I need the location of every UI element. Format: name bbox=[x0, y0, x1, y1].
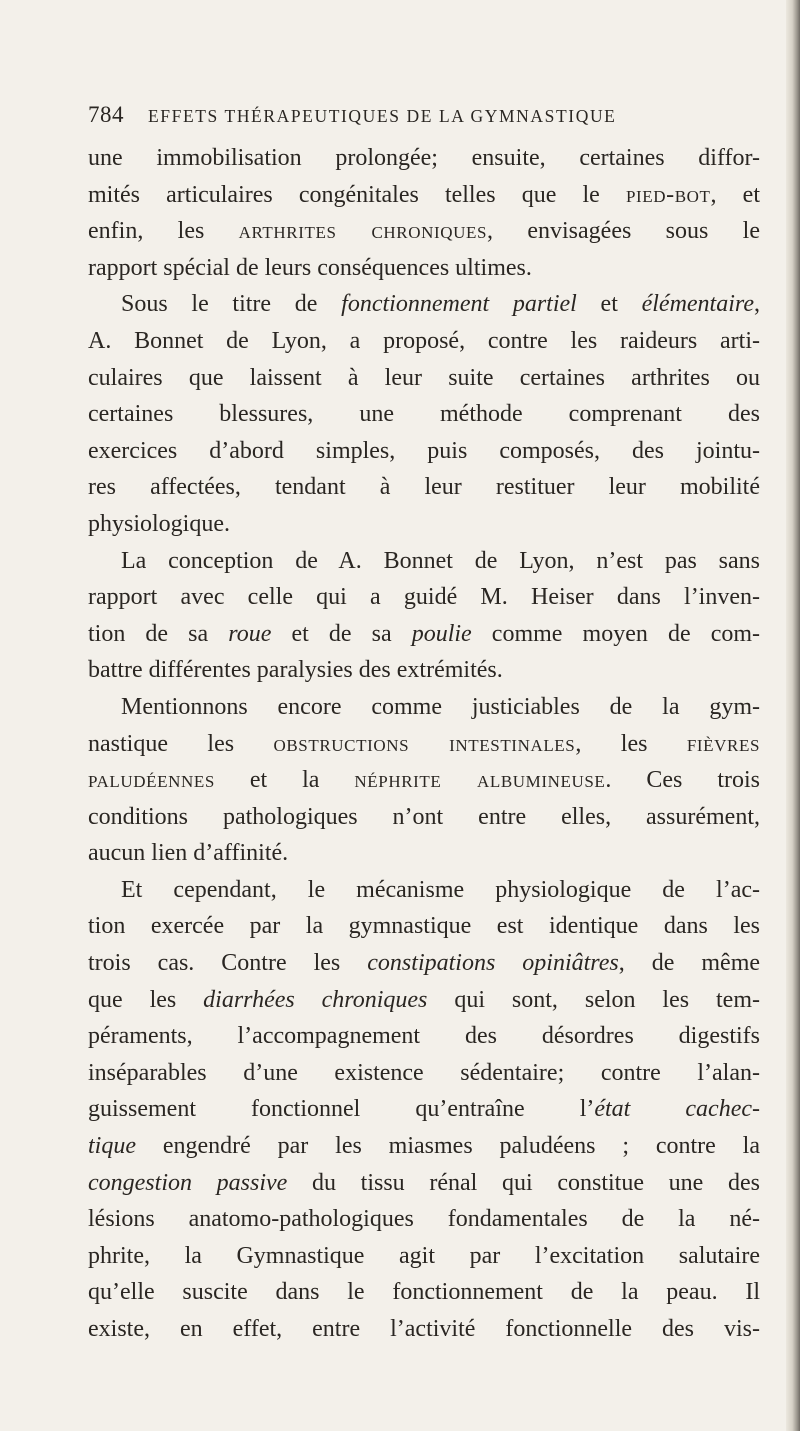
text-line: péraments, l’accompagnement des désordres digestifs bbox=[88, 1023, 760, 1050]
text-line: enfin, les arthrites chroniques, envisagées sous le bbox=[88, 218, 760, 245]
term-italic: congestion passive bbox=[88, 1169, 288, 1196]
text-line: que les diarrhées chroniques qui sont, selon les tem- bbox=[88, 986, 760, 1013]
text-line: phrite, la Gymnastique agit par l’excitation salutaire bbox=[88, 1242, 760, 1269]
text-line: trois cas. Contre les constipations opiniâtres, de même bbox=[88, 950, 761, 977]
text-line: A. Bonnet de Lyon, a proposé, contre les raideurs arti- bbox=[88, 327, 760, 354]
term-italic: élémentaire bbox=[641, 291, 754, 318]
page-header bbox=[88, 98, 760, 132]
term-italic: état cachec- bbox=[594, 1096, 760, 1123]
text-line: tique engendré par les miasmes paludéens ; contre la bbox=[88, 1133, 760, 1160]
text-line: battre différentes paralysies des extrémités. bbox=[88, 657, 503, 684]
text-line: tion de sa roue et de sa poulie comme moyen de com- bbox=[88, 620, 761, 647]
text-line: res affectées, tendant à leur restituer leur mobilité bbox=[88, 474, 760, 501]
text-line: une immobilisation prolongée; ensuite, certaines diffor- bbox=[88, 145, 760, 171]
text-line: physiologique. bbox=[88, 510, 230, 537]
text-line: congestion passive du tissu rénal qui constitue une des bbox=[88, 1169, 760, 1196]
book-page bbox=[88, 98, 760, 1348]
term-italic: fonctionnement partiel bbox=[341, 291, 577, 318]
term-italic: roue bbox=[228, 620, 272, 647]
text-line: paludéennes et la néphrite albumineuse. Ces trois bbox=[88, 767, 760, 794]
term-small-caps: obstructions intestinales bbox=[273, 730, 576, 757]
text-line: rapport spécial de leurs conséquences ultimes. bbox=[88, 254, 532, 281]
text-line: conditions pathologiques n’ont entre elles, assurément, bbox=[88, 803, 760, 830]
text-line: aucun lien d’affinité. bbox=[88, 840, 289, 867]
text-line: La conception de A. Bonnet de Lyon, n’est pas sans bbox=[121, 547, 760, 574]
term-small-caps: pied-bot bbox=[625, 181, 711, 208]
text-line: mités articulaires congénitales telles que le pied-bot, et bbox=[88, 181, 760, 208]
page-edge-shadow bbox=[786, 0, 800, 1431]
text-line: inséparables d’une existence sédentaire; contre l’alan- bbox=[88, 1059, 760, 1086]
term-italic: tique bbox=[88, 1133, 136, 1160]
text-line: tion exercée par la gymnastique est identique dans les bbox=[88, 913, 760, 940]
term-italic: constipations opiniâtres bbox=[367, 950, 619, 977]
text-line: qu’elle suscite dans le fonctionnement de la peau. Il bbox=[88, 1279, 760, 1306]
text-line: guissement fonctionnel qu’entraîne l’état cachec- bbox=[88, 1096, 760, 1123]
text-line: Et cependant, le mécanisme physiologique de l’ac- bbox=[121, 876, 760, 903]
text-line: Mentionnons encore comme justiciables de la gym- bbox=[121, 693, 760, 720]
running-title: EFFETS THÉRAPEUTIQUES DE LA GYMNASTIQUE bbox=[148, 106, 617, 126]
text-line: rapport avec celle qui a guidé M. Heiser dans l’inven- bbox=[88, 584, 760, 611]
text-line: nastique les obstructions intestinales, les fièvres bbox=[88, 730, 761, 757]
term-small-caps: paludéennes bbox=[88, 767, 215, 794]
term-italic: diarrhées chroniques bbox=[203, 986, 428, 1013]
text-line: certaines blessures, une méthode comprenant des bbox=[88, 401, 760, 428]
term-small-caps: néphrite albumineuse bbox=[354, 767, 606, 794]
text-line: Sous le titre de fonctionnement partiel et élémentaire, bbox=[121, 291, 760, 318]
text-line: existe, en effet, entre l’activité fonctionnelle des vis- bbox=[88, 1316, 760, 1342]
page-number: 784 bbox=[88, 102, 124, 127]
body-text bbox=[88, 140, 760, 1348]
text-line: lésions anatomo-pathologiques fondamentales de la né- bbox=[88, 1206, 760, 1233]
text-line: exercices d’abord simples, puis composés, des jointu- bbox=[88, 437, 760, 464]
term-small-caps: fièvres bbox=[686, 730, 761, 757]
term-italic: poulie bbox=[411, 620, 472, 647]
term-small-caps: arthrites chroniques bbox=[238, 218, 488, 245]
text-line: culaires que laissent à leur suite certaines arthrites ou bbox=[88, 364, 760, 391]
